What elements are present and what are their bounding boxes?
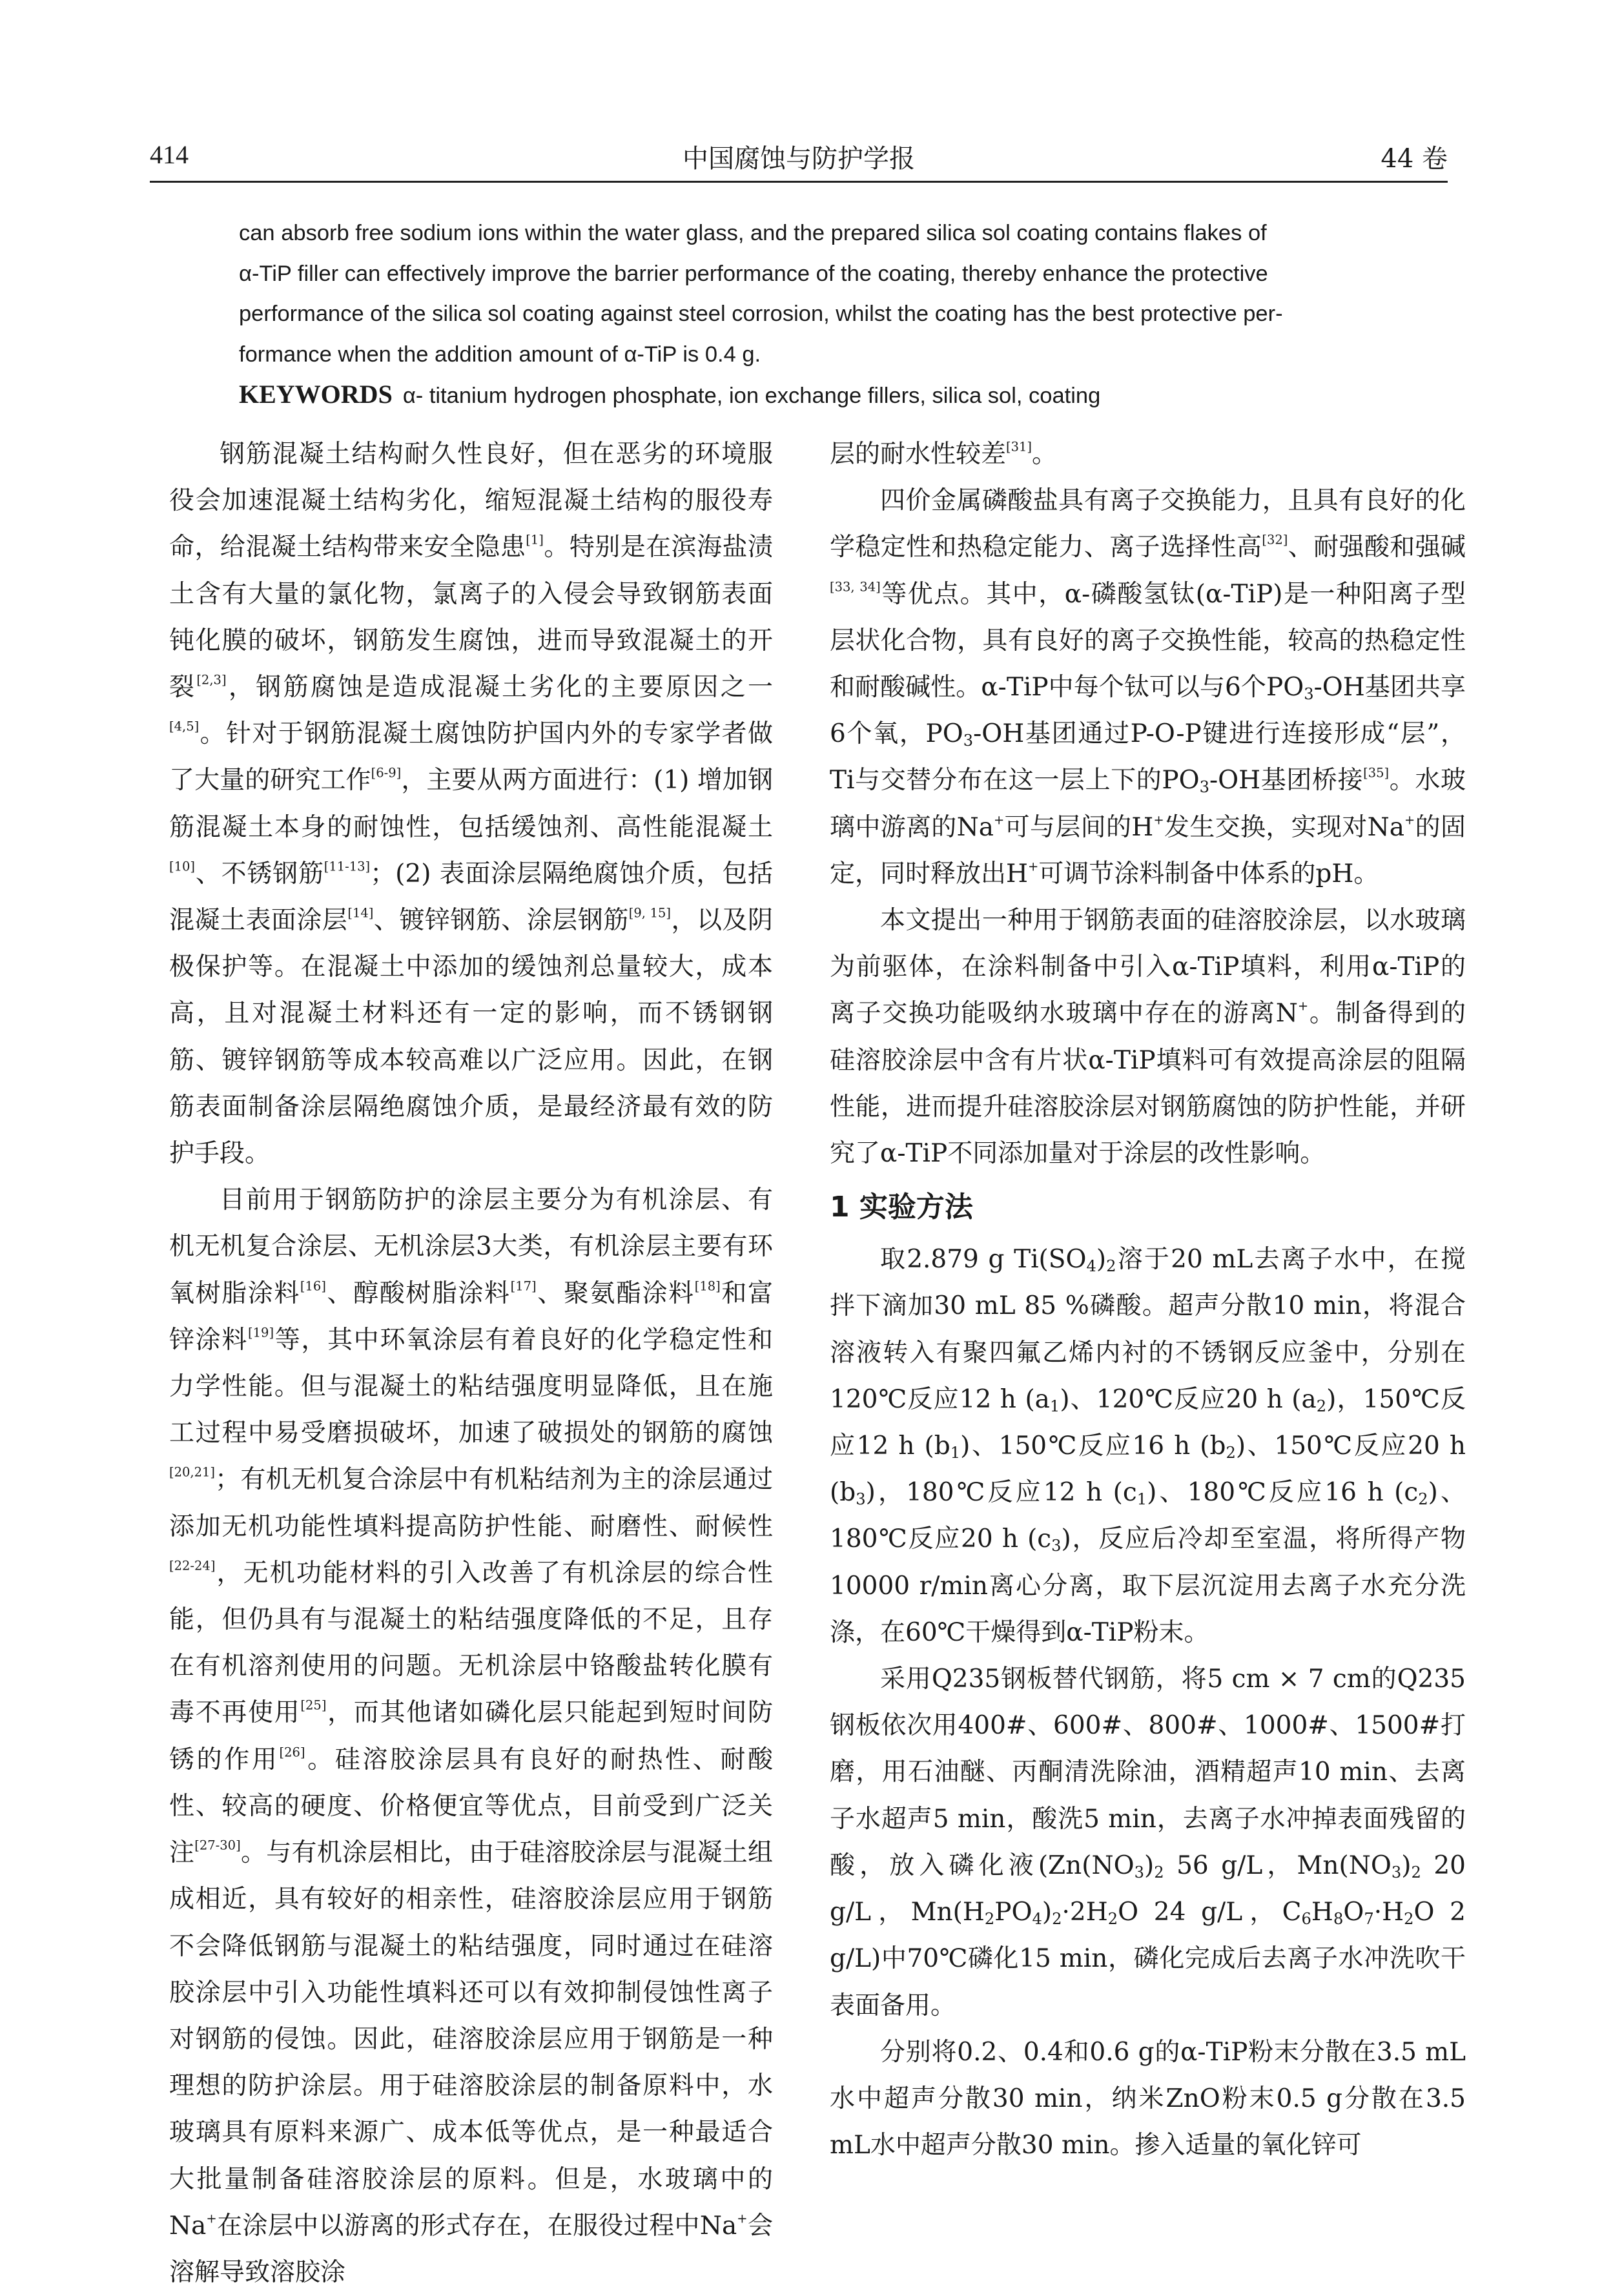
subscript: 1 xyxy=(1049,1397,1060,1415)
text-run: )，180℃反应12 h (c xyxy=(865,1478,1137,1508)
subscript: 2 xyxy=(1052,1910,1062,1929)
text-run: 、聚氨酯涂料 xyxy=(536,1278,695,1308)
text-run: 。针对于钢筋混凝土腐蚀防护国内外的专家学者做了大量的研究工作 xyxy=(169,719,773,795)
text-run: 采用Q235钢板替代钢筋，将5 cm × 7 cm的Q235钢板依次用400#、600#、800#、1000#、1500#打磨，用石油醚、丙酮清洗除油，酒精超声10 min、去离子水超声5 min，酸洗5 min，去离子水冲掉表面残留的酸，放入磷化液(Zn(NO xyxy=(830,1665,1466,1880)
text-run: 钢筋混凝土结构耐久性良好，但在恶劣的环境服役会加速混凝土结构劣化，缩短混凝土结构的服役寿命，给混凝土结构带来安全隐患 xyxy=(169,440,773,562)
abstract-line: α-TiP filler can effectively improve the barrier performance of the coating, thereby enhance the protective xyxy=(239,261,1268,286)
text-run: )、120℃反应20 h (a xyxy=(1060,1384,1317,1414)
text-run: 、醇酸树脂涂料 xyxy=(325,1278,511,1308)
text-run: ) xyxy=(1042,1898,1053,1927)
citation: [31] xyxy=(1006,439,1032,455)
text-run: 取2.879 g Ti(SO xyxy=(880,1245,1087,1275)
citation: [33, 34] xyxy=(830,579,881,595)
text-run: H xyxy=(1311,1898,1333,1927)
text-run: 、不锈钢筋 xyxy=(195,859,324,888)
subscript: 3 xyxy=(1051,1537,1062,1555)
text-run: 。制备得到的硅溶胶涂层中含有片状α-TiP填料可有效提高涂层的阻隔性能，进而提升硅溶胶涂层对钢筋腐蚀的防护性能，并研究了α-TiP不同添加量对于涂层的改性影响。 xyxy=(830,999,1466,1169)
text-run: 等优点。其中，α-磷酸氢钛(α-TiP)是一种阳离子型层状化合物，具有良好的离子交换性能，较高的热稳定性和耐酸碱性。α-TiP中每个钛可以与6个PO xyxy=(830,579,1466,702)
keywords-label: KEYWORDS xyxy=(239,380,393,409)
text-run: O 2 g/L)中70℃磷化15 min，磷化完成后去离子水冲洗吹干表面备用。 xyxy=(830,1898,1466,2020)
text-run: ，无机功能材料的引入改善了有机涂层的综合性能，但仍具有与混凝土的粘结强度降低的不足，且存在有机溶剂使用的问题。无机涂层中铬酸盐转化膜有毒不再使用 xyxy=(169,1558,773,1728)
text-run: 的固定，同时释放出H xyxy=(830,812,1466,888)
text-run: 目前用于钢筋防护的涂层主要分为有机涂层、有机无机复合涂层、无机涂层3大类，有机涂层主要有环氧树脂涂料 xyxy=(169,1185,773,1308)
citation: [2,3] xyxy=(196,672,227,688)
keywords-text: α- titanium hydrogen phosphate, ion exchange fillers, silica sol, coating xyxy=(402,384,1101,408)
text-run: )、150℃反应20 h (b xyxy=(830,1431,1466,1508)
superscript: + xyxy=(1028,859,1039,874)
right-column xyxy=(830,431,1466,2169)
text-run: 56 g/L，Mn(NO xyxy=(1164,1850,1391,1880)
citation: [35] xyxy=(1363,765,1390,781)
subscript: 2 xyxy=(1404,1910,1414,1929)
citation: [16] xyxy=(300,1278,326,1294)
subscript: 2 xyxy=(984,1910,995,1929)
text-run: ；(2) 表面涂层隔绝腐蚀介质，包括混凝土表面涂层 xyxy=(169,859,773,936)
citation: [25] xyxy=(300,1697,327,1713)
text-run: ) xyxy=(1401,1850,1412,1880)
journal-name: 中国腐蚀与防护学报 xyxy=(683,144,915,174)
subscript: 3 xyxy=(963,732,974,750)
intro-paragraph-2 xyxy=(169,1177,773,2296)
text-run: 、镀锌钢筋、涂层钢筋 xyxy=(373,906,629,936)
text-run: ，主要从两方面进行：(1) 增加钢筋混凝土本身的耐蚀性，包括缓蚀剂、高性能混凝土 xyxy=(169,766,773,842)
subscript: 2 xyxy=(1154,1863,1164,1881)
text-run: ，而其他诸如磷化层只能起到短时间防锈的作用 xyxy=(169,1698,773,1774)
subscript: 3 xyxy=(1199,778,1209,797)
abstract-line: can absorb free sodium ions within the water glass, and the prepared silica sol coating contains flakes of xyxy=(239,221,1267,245)
text-run: )、150℃反应16 h (b xyxy=(960,1431,1226,1461)
text-run: 。硅溶胶涂层具有良好的耐热性、耐酸性、较高的硬度、价格便宜等优点，目前受到广泛关注 xyxy=(169,1745,773,1868)
text-run: 层的耐水性较差 xyxy=(830,440,1007,469)
text-run: O 24 g/L，C xyxy=(1118,1898,1302,1927)
text-run: 20 g/L，Mn(H xyxy=(830,1850,1466,1927)
citation: [18] xyxy=(694,1278,721,1294)
citation: [11-13] xyxy=(323,859,371,874)
header-rule xyxy=(150,181,1448,183)
citation: [10] xyxy=(169,859,196,874)
intro-paragraph-3 xyxy=(830,478,1466,897)
text-run: PO xyxy=(994,1898,1032,1927)
subscript: 4 xyxy=(1086,1257,1096,1276)
subscript: 4 xyxy=(1032,1910,1042,1929)
citation: [22-24] xyxy=(169,1558,216,1573)
subscript: 3 xyxy=(856,1490,866,1509)
text-run: 分别将0.2、0.4和0.6 g的α-TiP粉末分散在3.5 mL水中超声分散30 min，纳米ZnO粉末0.5 g分散在3.5 mL水中超声分散30 min。掺入适量的氧化锌可 xyxy=(830,2037,1466,2160)
page-number: 414 xyxy=(150,140,189,169)
english-abstract xyxy=(239,213,1375,416)
superscript: + xyxy=(737,2211,748,2226)
text-run: 。水玻璃中游离的Na xyxy=(830,766,1466,842)
subscript: 2 xyxy=(1316,1397,1327,1415)
superscript: + xyxy=(206,2211,217,2226)
citation: [27-30] xyxy=(194,1838,241,1853)
text-run: 四价金属磷酸盐具有离子交换能力，且具有良好的化学稳定性和热稳定能力、离子选择性高 xyxy=(830,486,1466,562)
citation: [4,5] xyxy=(169,719,200,734)
text-run: O xyxy=(1343,1898,1364,1927)
citation: [17] xyxy=(510,1278,537,1294)
superscript: + xyxy=(1153,812,1164,828)
superscript: + xyxy=(1404,812,1415,828)
subscript: 2 xyxy=(1106,1257,1116,1276)
subscript: 3 xyxy=(1304,685,1314,704)
text-run: 。特别是在滨海盐渍土含有大量的氯化物，氯离子的入侵会导致钢筋表面钝化膜的破坏，钢筋发生腐蚀，进而导致混凝土的开裂 xyxy=(169,533,773,702)
subscript: 2 xyxy=(1411,1863,1421,1881)
left-column xyxy=(169,431,773,2296)
subscript: 7 xyxy=(1364,1910,1374,1929)
volume-label: 44 卷 xyxy=(1381,144,1448,174)
text-run: 可与层间的H xyxy=(1004,812,1154,842)
citation: [14] xyxy=(347,905,374,921)
subscript: 2 xyxy=(1418,1490,1428,1509)
intro-paragraph-2-continued xyxy=(830,431,1466,478)
text-run: 发生交换，实现对Na xyxy=(1164,812,1404,842)
citation: [26] xyxy=(279,1745,305,1760)
subscript: 3 xyxy=(1391,1863,1402,1881)
keywords-line xyxy=(239,374,1375,416)
text-run: )、180℃反应16 h (c xyxy=(1147,1478,1419,1508)
text-run: -OH基团共享6个氧，PO xyxy=(830,673,1466,749)
text-run: ，以及阴极保护等。在混凝土中添加的缓蚀剂总量较大，成本高，且对混凝土材料还有一定的影响，而不锈钢钢筋、镀锌钢筋等成本较高难以广泛应用。因此，在钢筋表面制备涂层隔绝腐蚀介质，是最经济最有效的防护手段。 xyxy=(169,906,773,1169)
text-run: )、180℃反应20 h (c xyxy=(830,1478,1466,1554)
text-run: ) xyxy=(1144,1850,1155,1880)
text-run: -OH基团通过P-O-P键进行连接形成“层”，Ti与交替分布在这一层上下的PO xyxy=(830,719,1466,795)
running-header xyxy=(150,133,1448,178)
citation: [9, 15] xyxy=(628,905,672,921)
subscript: 6 xyxy=(1301,1910,1311,1929)
citation: [1] xyxy=(526,532,544,548)
method-paragraph-3 xyxy=(830,2029,1466,2169)
citation: [20,21] xyxy=(169,1464,216,1480)
citation: [32] xyxy=(1262,532,1288,548)
text-run: -OH基团桥接 xyxy=(1209,766,1364,795)
subscript: 2 xyxy=(1107,1910,1118,1929)
text-run: ) xyxy=(1096,1245,1107,1275)
text-run: ；有机无机复合涂层中有机粘结剂为主的涂层通过添加无机功能性填料提高防护性能、耐磨性、耐候性 xyxy=(169,1465,773,1541)
section-heading: 1 实验方法 xyxy=(830,1191,973,1224)
text-run: 、耐强酸和强碱 xyxy=(1288,533,1466,562)
text-run: 。 xyxy=(1032,440,1058,469)
citation: [6-9] xyxy=(371,765,402,781)
text-run: ·2H xyxy=(1062,1898,1108,1927)
superscript: + xyxy=(994,812,1005,828)
intro-paragraph-1 xyxy=(169,431,773,1177)
text-run: 等，其中环氧涂层有着良好的化学稳定性和力学性能。但与混凝土的粘结强度明显降低，且在施工过程中易受磨损破坏，加速了破损处的钢筋的腐蚀 xyxy=(169,1325,773,1448)
abstract-line: performance of the silica sol coating against steel corrosion, whilst the coating has the best protective per- xyxy=(239,302,1283,326)
text-run: 会溶解导致溶胶涂 xyxy=(169,2211,773,2287)
subscript: 2 xyxy=(1226,1444,1236,1462)
text-run: 可调节涂料制备中体系的pH。 xyxy=(1038,859,1379,888)
text-run: 溶于20 mL去离子水中，在搅拌下滴加30 mL 85 %磷酸。超声分散10 min，将混合溶液转入有聚四氟乙烯内衬的不锈钢反应釜中，分别在120℃反应12 h (a xyxy=(830,1245,1466,1414)
subscript: 1 xyxy=(950,1444,961,1462)
text-run: 和富锌涂料 xyxy=(169,1278,773,1355)
text-run: 在涂层中以游离的形式存在，在服役过程中Na xyxy=(216,2211,737,2240)
intro-paragraph-4 xyxy=(830,897,1466,1177)
abstract-text xyxy=(239,213,1375,374)
citation: [19] xyxy=(248,1325,274,1340)
method-paragraph-2 xyxy=(830,1656,1466,2029)
superscript: + xyxy=(1297,998,1309,1014)
text-run: ，钢筋腐蚀是造成混凝土劣化的主要原因之一 xyxy=(226,673,773,702)
subscript: 1 xyxy=(1136,1490,1147,1509)
text-run: )，150℃反应12 h (b xyxy=(830,1384,1466,1461)
text-run: 本文提出一种用于钢筋表面的硅溶胶涂层，以水玻璃为前驱体，在涂料制备中引入α-TiP填料，利用α-TiP的离子交换功能吸纳水玻璃中存在的游离N xyxy=(830,906,1466,1029)
text-run: )，反应后冷却至室温，将所得产物10000 r/min离心分离，取下层沉淀用去离子水充分洗涤，在60℃干燥得到α-TiP粉末。 xyxy=(830,1524,1466,1647)
subscript: 8 xyxy=(1333,1910,1344,1929)
text-run: ·H xyxy=(1373,1898,1404,1927)
abstract-line: formance when the addition amount of α-TiP is 0.4 g. xyxy=(239,342,761,367)
method-paragraph-1 xyxy=(830,1236,1466,1656)
text-run: 。与有机涂层相比，由于硅溶胶涂层与混凝土组成相近，具有较好的相亲性，硅溶胶涂层应用于钢筋不会降低钢筋与混凝土的粘结强度，同时通过在硅溶胶涂层中引入功能性填料还可以有效抑制侵蚀性离子对钢筋的侵蚀。因此，硅溶胶涂层应用于钢筋是一种理想的防护涂层。用于硅溶胶涂层的制备原料中，水玻璃具有原料来源广、成本低等优点，是一种最适合大批量制备硅溶胶涂层的原料。但是，水玻璃中的Na xyxy=(169,1838,773,2240)
subscript: 3 xyxy=(1134,1863,1144,1881)
